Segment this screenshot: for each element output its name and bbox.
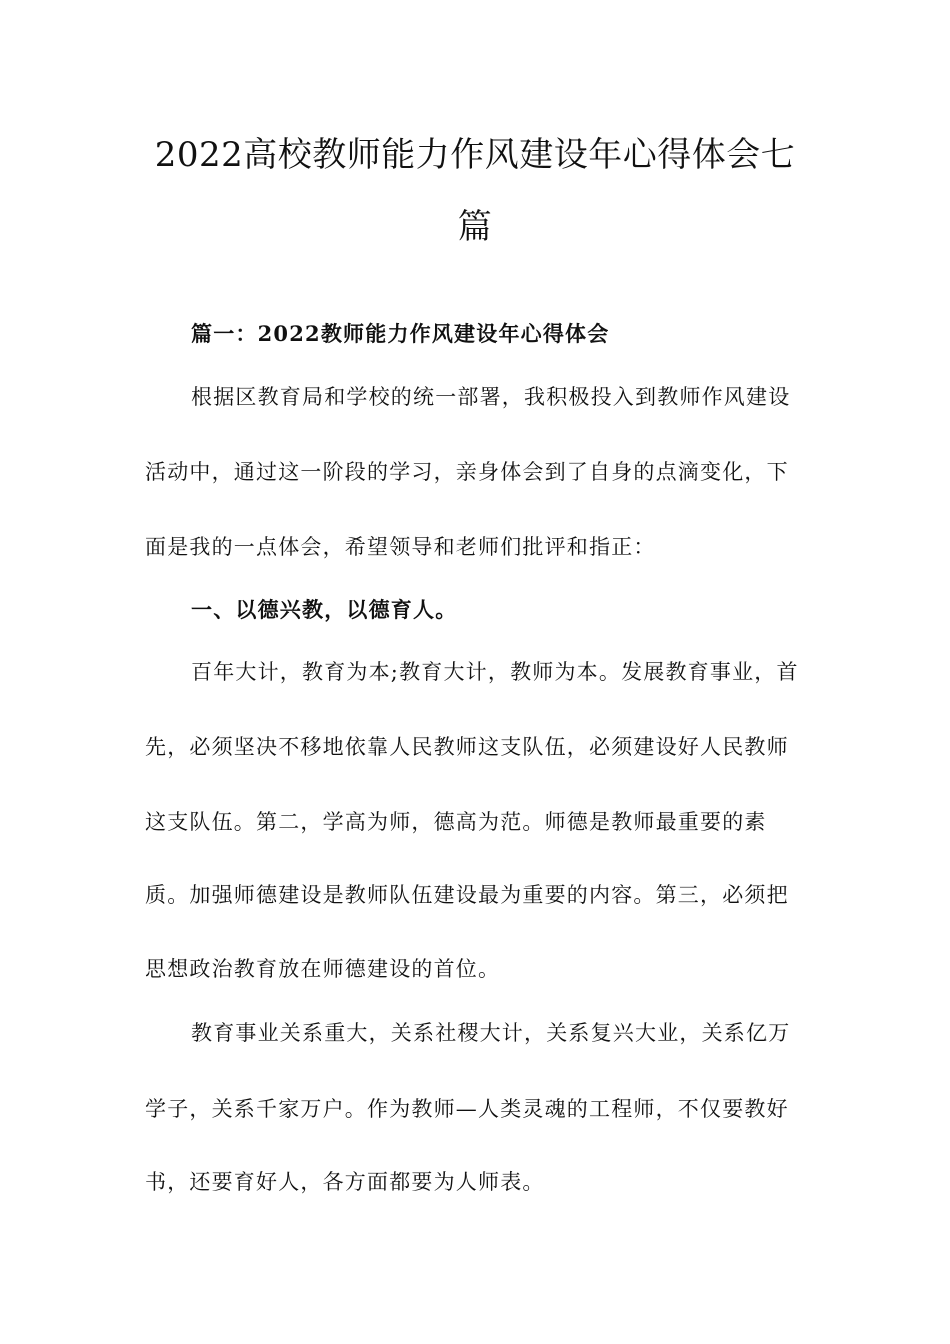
- paragraph-line: 先，必须坚决不移地依靠人民教师这支队伍，必须建设好人民教师: [145, 735, 789, 759]
- paragraph-line: 根据区教育局和学校的统一部署，我积极投入到教师作风建设: [191, 385, 791, 409]
- document-title-line2: 篇: [457, 207, 493, 247]
- section-heading: 篇一：2022教师能力作风建设年心得体会: [191, 321, 610, 346]
- paragraph-line: 质。加强师德建设是教师队伍建设最为重要的内容。第三，必须把: [145, 883, 789, 907]
- paragraph-line: 活动中，通过这一阶段的学习，亲身体会到了自身的点滴变化，下: [145, 460, 789, 484]
- paragraph-line: 这支队伍。第二，学高为师，德高为范。师德是教师最重要的素: [145, 810, 767, 834]
- subheading: 一、以德兴教，以德育人。: [191, 597, 458, 622]
- paragraph-line: 教育事业关系重大，关系社稷大计，关系复兴大业，关系亿万: [191, 1021, 791, 1045]
- paragraph-line: 书，还要育好人，各方面都要为人师表。: [145, 1170, 545, 1194]
- document-title-line1: 2022高校教师能力作风建设年心得体会七: [154, 135, 796, 175]
- paragraph-line: 面是我的一点体会，希望领导和老师们批评和指正：: [145, 535, 656, 559]
- paragraph-line: 学子，关系千家万户。作为教师—人类灵魂的工程师，不仅要教好: [145, 1097, 789, 1121]
- paragraph-line: 思想政治教育放在师德建设的首位。: [145, 957, 501, 981]
- paragraph-line: 百年大计，教育为本;教育大计，教师为本。发展教育事业，首: [191, 660, 799, 684]
